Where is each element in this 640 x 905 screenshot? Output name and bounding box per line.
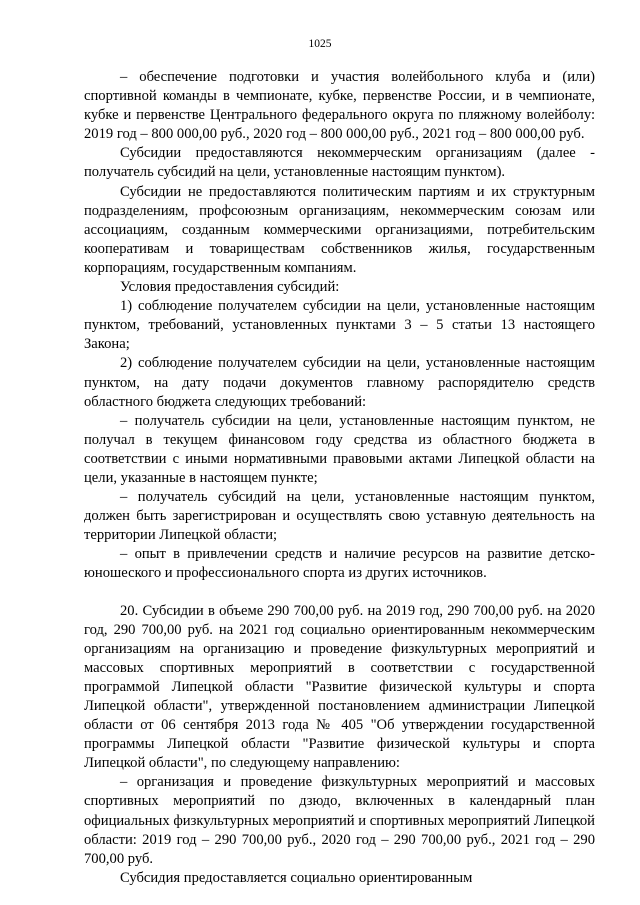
paragraph-subsidy-provided: Субсидия предоставляется социально ориентированным: [120, 869, 473, 886]
paragraph-condition-1: 1) соблюдение получателем субсидии на цели, установленные настоящим пунктом, требований, установленных пунктами 3 – 5 статьи 13 настоящего Закона;: [84, 298, 595, 353]
paragraph-conditions-heading: Условия предоставления субсидий:: [120, 279, 340, 296]
paragraph-volleyball-funding: – обеспечение подготовки и участия волейбольного клуба и (или) спортивной команды в чемпионате, кубке, первенстве России, и в чемпионате, кубке и первенстве Центрального федерального округа по пляжному волейболу: 2019 год – 800 000,00 руб., 2020 год – 800 000,00 руб., 2021 год – 800 000,00 руб.: [84, 69, 595, 143]
page-number: 1025: [308, 38, 332, 50]
paragraph-subsidy-recipients: Субсидии предоставляются некоммерческим организациям (далее - получатель субсидий на цели, установленные настоящим пунктом).: [84, 145, 595, 181]
paragraph-section-20: 20. Субсидии в объеме 290 700,00 руб. на 2019 год, 290 700,00 руб. на 2020 год, 290 700,00 руб. на 2021 год социально ориентированным некоммерческим организациям на организацию и проведение физкультурных мероприятий и массовых спортивных мероприятий в соответствии с государственной программой Липецкой области "Развитие физической культуры и спорта Липецкой области", утвержденной постановлением администрации Липецкой области от 06 сентября 2013 года № 405 "Об утверждении государственной программы Липецкой области "Развитие физической культуры и спорта Липецкой области", по следующему направлению:: [84, 602, 595, 772]
paragraph-requirement-experience: – опыт в привлечении средств и наличие ресурсов на развитие детско-юношеского и профессионального спорта из других источников.: [84, 546, 595, 582]
paragraph-condition-2: 2) соблюдение получателем субсидии на цели, установленные настоящим пунктом, на дату подачи документов главному распорядителю средств областного бюджета следующих требований:: [84, 355, 595, 410]
paragraph-subsidy-exclusions: Субсидии не предоставляются политическим партиям и их структурным подразделениям, профсоюзным организациям, некоммерческим союзам или ассоциациям, созданным коммерческими организациями, потребительским кооперативам и товариществам собственников жилья, государственным корпорациям, государственным компаниям.: [84, 183, 595, 276]
paragraph-requirement-no-other-funds: – получатель субсидии на цели, установленные настоящим пунктом, не получал в текущем финансовом году средства из областного бюджета в соответствии с иными нормативными правовыми актами Липецкой области на цели, указанные в настоящем пункте;: [84, 412, 595, 486]
document-body: [84, 68, 595, 888]
paragraph-judo-events: – организация и проведение физкультурных мероприятий и массовых спортивных мероприятий по дзюдо, включенных в календарный план официальных физкультурных мероприятий и спортивных мероприятий Липецкой области: 2019 год – 290 700,00 руб., 2020 год – 290 700,00 руб., 2021 год – 290 700,00 руб.: [84, 774, 595, 867]
paragraph-requirement-registration: – получатель субсидий на цели, установленные настоящим пунктом, должен быть зарегистрирован и осуществлять свою уставную деятельность на территории Липецкой области;: [84, 489, 595, 544]
